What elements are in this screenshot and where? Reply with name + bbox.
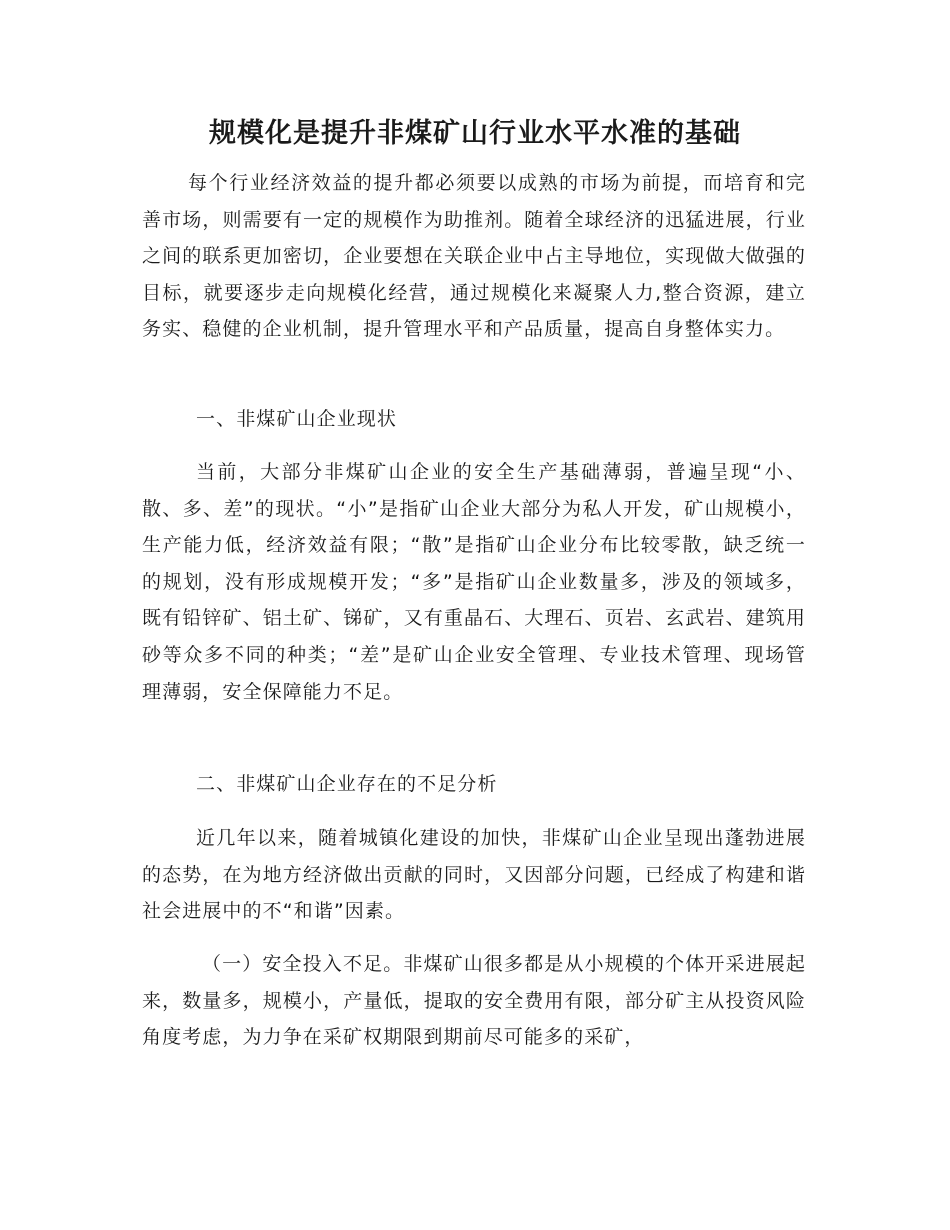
section-heading-current-status: 一、非煤矿山企业现状 bbox=[196, 408, 398, 430]
problem-analysis-paragraph: 近几年以来，随着城镇化建设的加快，非煤矿山企业呈现出蓬勃进展的态势，在为地方经济做出贡献的同时，又因部分问题，已经成了构建和谐社会进展中的不“和谐”因素。 bbox=[142, 827, 806, 923]
document-title: 规模化是提升非煤矿山行业水平水准的基础 bbox=[209, 118, 741, 149]
safety-investment-paragraph: （一）安全投入不足。非煤矿山很多都是从小规模的个体开采进展起来，数量多，规模小，产量低，提取的安全费用有限，部分矿主从投资风险角度考虑，为力争在采矿权期限到期前尽可能多的采矿， bbox=[142, 953, 806, 1049]
section-heading-problem-analysis: 二、非煤矿山企业存在的不足分析 bbox=[196, 773, 498, 795]
intro-paragraph: 每个行业经济效益的提升都必须要以成熟的市场为前提，而培育和完善市场，则需要有一定的规模作为助推剂。随着全球经济的迅猛进展，行业之间的联系更加密切，企业要想在关联企业中占主导地位，实现做大做强的目标，就要逐步走向规模化经营，通过规模化来凝聚人力,整合资源，建立务实、稳健的企业机制，提升管理水平和产品质量，提高自身整体实力。 bbox=[142, 172, 806, 341]
current-status-paragraph: 当前，大部分非煤矿山企业的安全生产基础薄弱，普遍呈现“小、散、多、差”的现状。“小”是指矿山企业大部分为私人开发，矿山规模小，生产能力低，经济效益有限；“散”是指矿山企业分布比较零散，缺乏统一的规划，没有形成规模开发；“多”是指矿山企业数量多，涉及的领域多，既有铅锌矿、铝土矿、锑矿，又有重晶石、大理石、页岩、玄武岩、建筑用砂等众多不同的种类；“差”是矿山企业安全管理、专业技术管理、现场管理薄弱，安全保障能力不足。 bbox=[142, 461, 806, 703]
